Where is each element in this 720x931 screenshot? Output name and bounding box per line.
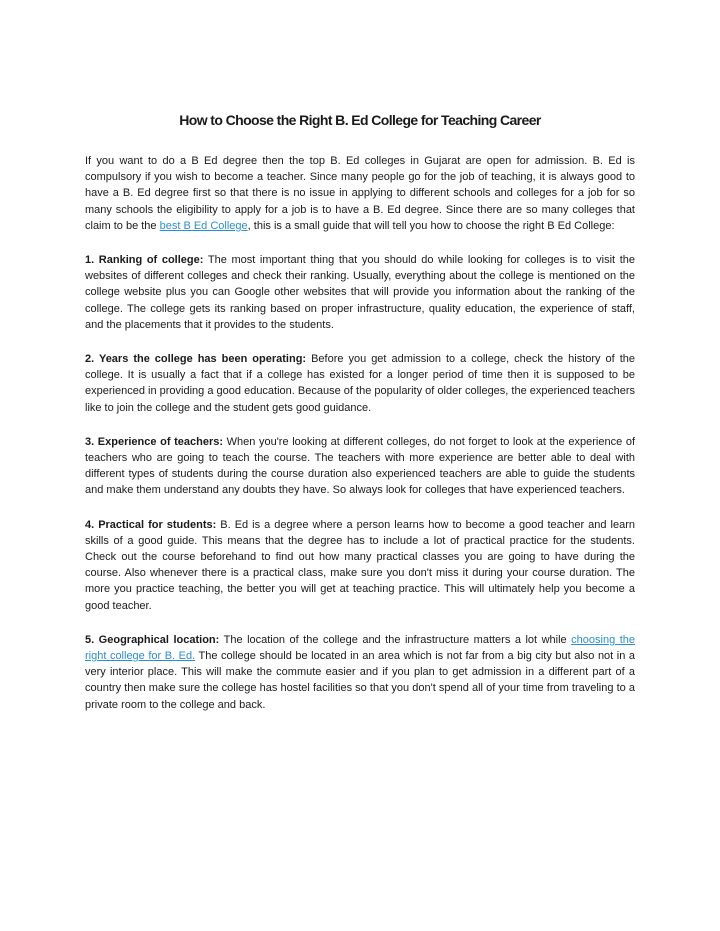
section-body: The most important thing that you should do while looking for colleges is to visit the websites of different colleges and check their ranking. Usually, everything about the college is mentioned on the college website plus you can Google other websites that will provide you information about the ranking of the college. The college gets its ranking based on proper infrastructure, quality education, the experience of staff, and the placements that it provides to the students. xyxy=(85,254,636,331)
section-heading: 3. Experience of teachers: xyxy=(85,435,224,448)
section-practical xyxy=(85,517,635,614)
section-heading: 5. Geographical location: xyxy=(85,633,220,646)
best-bed-college-link[interactable]: best B Ed College xyxy=(159,219,248,232)
document-page xyxy=(85,112,635,731)
choosing-right-college-link[interactable]: choosing the right college for B. Ed. xyxy=(85,633,635,663)
intro-text-after-link: , this is a small guide that will tell you how to choose the right B Ed College: xyxy=(247,219,615,232)
section-heading: 2. Years the college has been operating: xyxy=(85,353,307,366)
section-body-before-link: The location of the college and the infrastructure matters a lot while xyxy=(219,633,572,646)
intro-text-before-link: If you want to do a B Ed degree then the top B. Ed colleges in Gujarat are open for admission. B. Ed is compulsory if you wish to become a teacher. Since many people go for the job of teaching, it is always good to have a B. Ed degree first so that there is no issue in applying to different schools and colleges for a job for so many schools the eligibility to apply for a job is to have a B. Ed degree. Since there are so many colleges that claim to be the xyxy=(85,155,635,232)
section-ranking xyxy=(85,252,635,333)
section-body-after-link: The college should be located in an area which is not far from a big city but also not in a very interior place. This will make the commute easier and if you plan to get admission in a different part of a country then make sure the college has hostel facilities so that you don't spend all of your time from traveling to a private room to the college and back. xyxy=(85,650,635,711)
document-title: How to Choose the Right B. Ed College for Teaching Career xyxy=(179,112,541,128)
intro-paragraph xyxy=(85,153,635,234)
section-body: B. Ed is a degree where a person learns how to become a good teacher and learn skills of a good guide. This means that the degree has to include a lot of practical practice for the students. Check out the course beforehand to find out how many practical classes you are going to have during the course. Also whenever there is a practical class, make sure you don't miss it during your course duration. The more you practice teaching, the better you will get at teaching practice. This will ultimately help you become a good teacher. xyxy=(85,518,635,612)
section-experience-teachers xyxy=(85,434,635,499)
section-heading: 1. Ranking of college: xyxy=(85,254,204,267)
section-body: When you're looking at different colleges, do not forget to look at the experience of teachers who are going to teach the course. The teachers with more experience are better able to deal with different types of students during the course duration also experienced teachers are able to guide the students and make them understand any doubts they have. So always look for colleges that have experienced teachers. xyxy=(85,435,635,497)
section-years-operating xyxy=(85,351,635,416)
section-geographical-location xyxy=(85,632,635,713)
section-heading: 4. Practical for students: xyxy=(85,518,217,531)
section-body: Before you get admission to a college, check the history of the college. It is usually a fact that if a college has existed for a longer period of time then it is supposed to be experienced in providing a good education. Because of the popularity of older colleges, the experienced teachers like to join the college and the student gets good guidance. xyxy=(85,353,635,414)
